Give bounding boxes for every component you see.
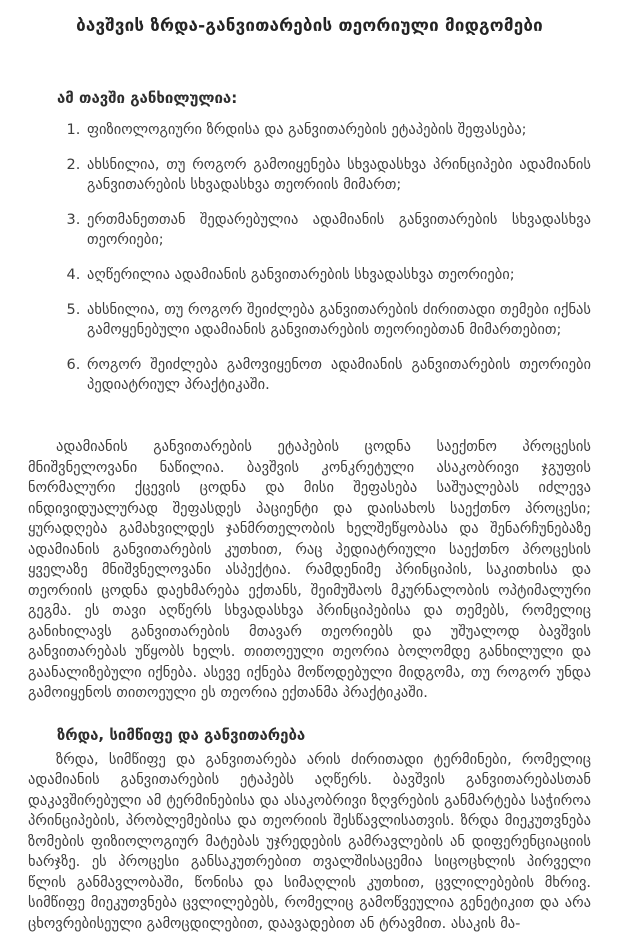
list-item: 1. ფიზიოლოგიური ზრდისა და განვითარების ეტაპების შეფასება; (85, 120, 591, 140)
page-title: ბავშვის ზრდა-განვითარების თეორიული მიდგომები (28, 0, 591, 36)
chapter-overview-section (57, 89, 591, 395)
intro-paragraph: ადამიანის განვითარების ეტაპების ცოდნა საექთნო პროცესის მნიშვნელოვანი ნაწილია. ბავშვის კონკრეტული ასაკობრივი ჯგუფის ნორმალური ქცევის ცოდნა და მისი შეფასება საშუალებას იძლევა ინდივიდუალურად შეფასდეს პაციენტი და დაისახოს საექთნო პროცესი; ყურადღება გამახვილდეს ჯანმრთელობის ხელშეწყობასა და შენარჩუნებაზე ადამიანის განვითარების კუთხით, რაც პედიატრიული საექთნო პროცესის ყველაზე მნიშვნელოვანი ასპექტია. რამდენიმე პრინციპის, საკითხისა და თეორიის ცოდნა დაეხმარება ექთანს, შეიმუშაოს მკურნალობის ოპტიმალური გეგმა. ეს თავი აღწერს სხვადასხვა პრინციპებისა და თემებს, რომელიც განიხილავს განვითარების მთავარ თეორიებს და უშუალოდ ბავშვის განვითარებას უწყობს ხელს. თითოეული თეორია ბოლომდე განხილული და გაანალიზებული იქნება. ასევე იქნება მოწოდებული მიდგომა, თუ როგორ უნდა გამოიყენოს თითოეული ეს თეორია ექთანმა პრაქტიკაში. (28, 437, 591, 704)
overview-list (57, 120, 591, 395)
list-item: 4. აღწერილია ადამიანის განვითარების სხვადასხვა თეორიები; (85, 265, 591, 285)
overview-heading: ამ თავში განხილულია: (57, 89, 591, 107)
list-item: 5. ახსნილია, თუ როგორ შეიძლება განვითარების ძირითადი თემები იქნას გამოყენებული ადამიანის განვითარების თეორიებთან მიმართებით; (85, 300, 591, 340)
section-heading: ზრდა, სიმწიფე და განვითარება (57, 726, 591, 744)
section-paragraph: ზრდა, სიმწიფე და განვითარება არის ძირითადი ტერმინები, რომელიც ადამიანის განვითარების ეტაპებს აღწერს. ბავშვის განვითარებასთან დაკავშირებული ამ ტერმინებისა და ასაკობრივი ზღვრების განმარტება საჭიროა პრინციპების, პრობლემებისა და თეორიის შესწავლისათვის. ზრდა მიეკუთვნება ზომების ფიზიოლოგიურ მატებას უჯრედების გამრავლების ან დიფერენციაციის ხარჯზე. ეს პროცესი განსაკუთრებით თვალშისაცემია სიცოცხლის პირველი წლის განმავლობაში, წონისა და სიმაღლის კუთხით, ცვლილებების მხრივ. სიმწიფე მიეკუთვნება ცვლილებებს, რომელიც გამოწვეულია გენეტიკით და არა ცხოვრებისეული გამოცდილებით, დაავადებით ან ტრავმით. ასაკის მა- (28, 750, 591, 934)
list-item: 6. როგორ შეიძლება გამოვიყენოთ ადამიანის განვითარების თეორიები პედიატრიულ პრაქტიკაში. (85, 355, 591, 395)
list-item: 3. ერთმანეთთან შედარებულია ადამიანის განვითარების სხვადასხვა თეორიები; (85, 210, 591, 250)
list-item: 2. ახსნილია, თუ როგორ გამოიყენება სხვადასხვა პრინციპები ადამიანის განვითარების სხვადასხვა თეორიის მიმართ; (85, 155, 591, 195)
